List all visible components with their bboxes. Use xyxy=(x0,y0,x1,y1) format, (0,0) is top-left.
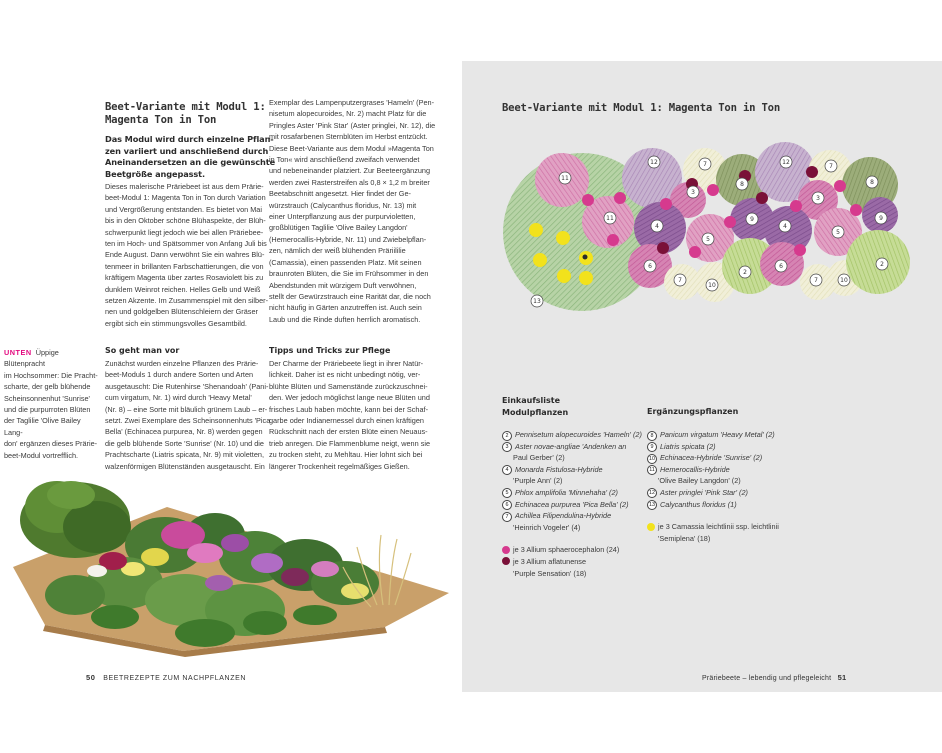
body-text-col2-para2: Der Charme der Präriebeete liegt in ihrer Natür- lichkeit. Daher ist es nicht unbedingt nötig, ver- blühte Blüten und Samenstände zurückzuschnei- den. Wer jedoch möglichst lange neue Blüten und frisches Laub haben möchte, kann bei der Schaf- garbe oder Indianernessel durch einen kräftigen Rückschnitt nach der ersten Blüte einen Neuaus- trieb anregen. Die Flammenblume neigt, wenn sie zu trocken steht, zu Mehltau. Hier lohnt sich bei längerer Trockenheit regelmäßiges Gießen. xyxy=(269,359,431,471)
list-item: 6 Echinacea purpurea 'Pica Bella' (2) xyxy=(502,499,642,511)
svg-text:5: 5 xyxy=(836,229,840,236)
svg-text:12: 12 xyxy=(782,159,790,166)
list-item: je 3 Camassia leichtlinii ssp. leichtlinii xyxy=(647,521,807,533)
photo-caption: UNTEN Üppige Blütenpracht im Hochsommer: Die Pracht- scharte, der gelb blühende Scheinsonnenhut 'Sunrise' und die purpurroten Blüten der Taglilie 'Olive Bailey Lang- don' ergänzen dieses Prärie- beet-Modul vortrefflich. xyxy=(4,348,98,460)
list-item: 5 Phlox amplifolia 'Minnehaha' (2) xyxy=(502,487,642,499)
plan-label-3b xyxy=(812,192,824,204)
svg-text:7: 7 xyxy=(678,277,682,284)
svg-text:12: 12 xyxy=(650,159,658,166)
svg-text:4: 4 xyxy=(783,223,787,230)
svg-text:2: 2 xyxy=(743,269,747,276)
flowerbed-illustration xyxy=(5,465,455,665)
page-title: Beet-Variante mit Modul 1: Magenta Ton in Ton xyxy=(105,101,266,126)
left-page-number: 50 xyxy=(86,673,96,682)
planting-plan xyxy=(500,140,920,340)
plan-label-4a xyxy=(651,220,663,232)
left-footer xyxy=(86,673,246,682)
plan-label-6b xyxy=(775,260,787,272)
plan-label-6a xyxy=(644,260,656,272)
plan-label-8b xyxy=(866,176,878,188)
left-running-footer: BEETREZEPTE ZUM NACHPFLANZEN xyxy=(103,675,247,682)
plan-label-5b xyxy=(832,226,844,238)
module-plant-list: 2 Pennisetum alopecuroides 'Hameln' (2) 3 Aster novae-angliae 'Andenken an Paul Gerber' (2) 4 Monarda Fistulosa-Hybride 'Purple Ann' (2) 5 Phlox amplifolia 'Minnehaha' (2) 6 Echinacea purpurea 'Pica Bella' (2) 7 Achillea Filipendulina-Hybride 'Heinrich Vogeler' (4) je 3 Allium sphaerocephalon (24) je 3 Allium aflatunense 'Purple Sensation' (18) xyxy=(502,429,642,579)
svg-text:6: 6 xyxy=(779,263,783,270)
svg-text:3: 3 xyxy=(691,189,695,196)
shrub-calycanthus xyxy=(20,481,131,558)
plan-label-2b xyxy=(876,258,888,270)
list-item: 7 Achillea Filipendulina-Hybride xyxy=(502,510,642,522)
lead-paragraph: Das Modul wird durch einzelne Pflan- zen variiert und anschließend durch Aneinandersetzen an die gewünschte Beetgröße angepasst. xyxy=(105,134,276,180)
right-footer xyxy=(702,673,846,682)
list-item: 3 Aster novae-angliae 'Andenken an xyxy=(502,441,642,453)
body-text-col1-para1: Dieses malerische Präriebeet ist aus dem Prärie- beet-Modul 1: Magenta Ton in Ton durch Variation und Vergrößerung entstanden. Es bietet von Mai bis in den Oktober schöne Blühaspekte, der Blüh- schwerpunkt liegt jedoch wie bei allen Präriebee- ten im Hoch- und Spätsommer von Anfang Juli bis Ende August. Dann verwöhnt Sie ein wahres Blü- tenmeer in brillanten Farbschattierungen, die von kräftigem Magenta über zartes Rosaviolett bis zu dunklem Weinrot reichen. Helles Gelb und Weiß setzen Akzente. Im Zusammenspiel mit den silber- nen und goldgelben Blütenschleiern der Gräser ergibt sich ein stimmungsvolles Gesamtbild. xyxy=(105,182,269,328)
list-item: 13 Calycanthus floridus (1) xyxy=(649,499,737,509)
svg-text:5: 5 xyxy=(706,236,710,243)
svg-text:2: 2 xyxy=(880,261,884,268)
plan-label-10b xyxy=(838,274,850,286)
plan-label-10a xyxy=(706,279,718,291)
bulb-color-swatch xyxy=(647,523,655,531)
plan-label-7a xyxy=(699,158,711,170)
plan-label-12b xyxy=(780,156,792,168)
subheading-tipps-und-tricks: Tipps und Tricks zur Pflege xyxy=(269,346,391,355)
extra-plant-list: 8 Panicum virgatum 'Heavy Metal' (2) 9 Liatris spicata (2) 10 Echinacea-Hybride 'Sunrise' (2) 11 Hemerocallis-Hybride 'Olive Bailey Langdon' (2) 12 Aster pringlei 'Pink Star' (2) 13 Calycanthus floridus (1) je 3 Camassia leichtlinii ssp. leichtlinii 'Semiplena' (18) xyxy=(647,429,807,544)
list-item: 10 Echinacea-Hybride 'Sunrise' (2) xyxy=(649,453,763,463)
plan-label-7b xyxy=(825,160,837,172)
body-text-col1-para2: Zunächst wurden einzelne Pflanzen des Prärie- beet-Moduls 1 durch andere Sorten und Arten ausgetauscht: Die Rutenhirse 'Shenandoah' (Pani- cum virgatum, Nr. 1) wird durch 'Heavy Metal' (Nr. 8) – eine Sorte mit bläulich grünem Laub – er- setzt. Zwei Exemplare des Scheinsonnenhuts 'Pica Bella' (Echinacea purpurea, Nr. 8) werden gegen die gelb blühende Sorte 'Sunrise' (Nr. 10) und die Prachtscharte (Liatris spicata, Nr. 9) mit violetten, walzenförmigen Blütenständen ausgetauscht. Ein xyxy=(105,359,271,471)
bulb-color-swatch xyxy=(502,557,510,565)
svg-text:8: 8 xyxy=(870,179,874,186)
right-page-number: 51 xyxy=(837,673,847,682)
svg-text:3: 3 xyxy=(816,195,820,202)
list-item: 12 Aster pringlei 'Pink Star' (2) xyxy=(649,487,748,497)
plan-title: Beet-Variante mit Modul 1: Magenta Ton in Ton xyxy=(502,102,781,114)
svg-text:9: 9 xyxy=(750,216,754,223)
svg-text:9: 9 xyxy=(879,215,883,222)
body-text-col2-para1: Exemplar des Lampenputzergrases 'Hameln' (Pen- nisetum alopecuroides, Nr. 2) macht Platz für die Pringles Aster 'Pink Star' (Aster pringlei, Nr. 12), die mit rosafarbenen Sternblüten im Herbst entzückt. Diese Beet-Variante aus dem Modul »Magenta Ton in Ton« wird anschließend zweifach verwendet und nebeneinander platziert. Zur Beeteergänzung werden zwei Rasterstreifen als 0,8 × 1,2 m breiter Beetabschnitt angesetzt. Hier findet der Ge- würzstrauch (Calycanthus floridus, Nr. 13) mit einer Unterpflanzung aus der purpurvioletten, großblütigen Taglilie 'Olive Bailey Langdon' (Hemerocallis-Hybride, Nr. 11) und Zwiebelpflan- zen, nämlich der weiß blühenden Präriililie (Camassia), einen passenden Platz. Mit seinen braunroten Blüten, die Sie im Frühsommer in den Abendstunden mit würzigem Duft verwöhnen, stellt der Gewürzstrauch eine Rarität dar, die noch nicht häufig in Gärten anzutreffen ist. Auch sein Laub und die Rinde duften herrlich aromatisch. xyxy=(269,98,436,324)
plan-label-11a xyxy=(559,172,571,184)
shopping-list-heading: Einkaufsliste Modulpflanzen xyxy=(502,396,569,417)
svg-text:13: 13 xyxy=(533,298,541,305)
plan-label-9a xyxy=(746,213,758,225)
caption-label: UNTEN xyxy=(4,348,32,357)
list-item: 8 Panicum virgatum 'Heavy Metal' (2) xyxy=(647,429,807,441)
plan-label-4b xyxy=(779,220,791,232)
plan-label-3a xyxy=(687,186,699,198)
plan-label-7c xyxy=(674,274,686,286)
plan-label-8a xyxy=(736,178,748,190)
subheading-so-geht-man-vor: So geht man vor xyxy=(105,346,180,355)
svg-text:7: 7 xyxy=(814,277,818,284)
svg-text:7: 7 xyxy=(829,163,833,170)
plan-label-12a xyxy=(648,156,660,168)
svg-text:6: 6 xyxy=(648,263,652,270)
bulb-color-swatch xyxy=(502,546,510,554)
plan-label-13 xyxy=(531,295,543,307)
svg-text:11: 11 xyxy=(561,175,569,182)
list-item: 9 Liatris spicata (2) xyxy=(647,441,807,453)
plan-label-7d xyxy=(810,274,822,286)
list-item: 2 Pennisetum alopecuroides 'Hameln' (2) xyxy=(502,429,642,441)
list-item: 4 Monarda Fistulosa-Hybride xyxy=(502,464,642,476)
extra-plants-heading: Ergänzungspflanzen xyxy=(647,407,739,416)
list-item: 11 Hemerocallis-Hybride xyxy=(647,464,807,476)
list-item: je 3 Allium aflatunense xyxy=(502,556,642,568)
plan-label-5a xyxy=(702,233,714,245)
right-running-footer: Präriebeete – lebendig und pflegeleicht xyxy=(702,675,832,682)
svg-text:11: 11 xyxy=(606,215,614,222)
svg-text:8: 8 xyxy=(740,181,744,188)
svg-text:4: 4 xyxy=(655,223,659,230)
plan-label-9b xyxy=(875,212,887,224)
plan-label-2a xyxy=(739,266,751,278)
svg-text:7: 7 xyxy=(703,161,707,168)
svg-text:10: 10 xyxy=(708,282,716,289)
plan-label-11b xyxy=(604,212,616,224)
svg-text:10: 10 xyxy=(840,277,848,284)
list-item: je 3 Allium sphaerocephalon (24) xyxy=(502,544,642,556)
